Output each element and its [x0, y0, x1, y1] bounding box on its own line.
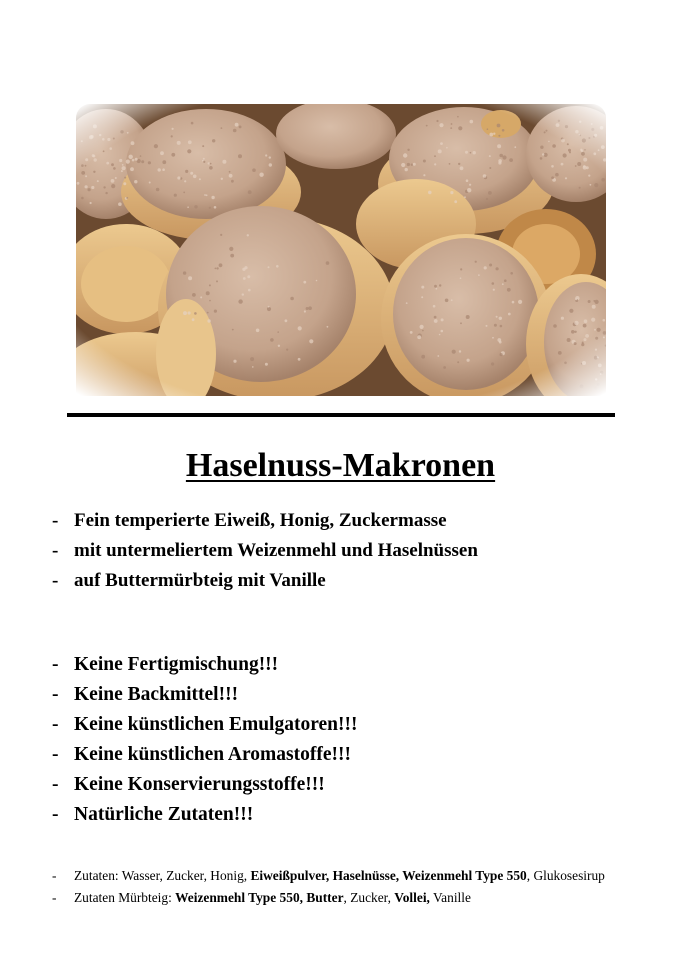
claim-text: Keine künstlichen Emulgatoren!!! — [74, 714, 358, 735]
description-list — [52, 506, 478, 596]
claims-list — [52, 650, 357, 830]
ingredients-suffix: , Glukosesirup — [526, 868, 605, 883]
claim-text: Natürliche Zutaten!!! — [74, 804, 254, 825]
dash-bullet: - — [52, 654, 59, 675]
description-text: auf Buttermürbteig mit Vanille — [74, 570, 326, 591]
claim-item — [52, 770, 357, 800]
claim-text: Keine Backmittel!!! — [74, 684, 239, 705]
claim-item — [52, 650, 357, 680]
dash-bullet: - — [52, 744, 59, 765]
ingredients-bold: Weizenmehl Type 550, Butter — [175, 890, 344, 905]
dash-bullet: - — [52, 804, 59, 825]
ingredients-prefix: Zutaten Mürbteig: — [74, 890, 176, 905]
description-item — [52, 536, 478, 566]
claim-item — [52, 710, 357, 740]
horizontal-divider — [67, 413, 615, 417]
page-title: Haselnuss-Makronen — [185, 447, 496, 484]
claim-item — [52, 680, 357, 710]
description-item — [52, 566, 478, 596]
claim-text: Keine Fertigmischung!!! — [74, 654, 279, 675]
claim-text: Keine Konservierungsstoffe!!! — [74, 774, 325, 795]
dash-bullet: - — [52, 684, 59, 705]
claim-text: Keine künstlichen Aromastoffe!!! — [74, 744, 351, 765]
claim-item — [52, 740, 357, 770]
description-item — [52, 506, 478, 536]
ingredients-filling — [52, 866, 632, 886]
dash-bullet: - — [52, 540, 59, 561]
ingredients-shortcrust — [52, 888, 632, 908]
ingredients-mid: , Zucker, — [343, 890, 395, 905]
description-text: Fein temperierte Eiweiß, Honig, Zuckermasse — [74, 510, 447, 531]
ingredients-prefix: Zutaten: Wasser, Zucker, Honig, — [74, 868, 251, 883]
dash-bullet: - — [52, 890, 57, 905]
ingredients-bold: Eiweißpulver, Haselnüsse, Weizenmehl Type 550 — [250, 868, 527, 883]
claim-item — [52, 800, 357, 830]
dash-bullet: - — [52, 570, 59, 591]
macaroons-photo — [76, 104, 606, 396]
dash-bullet: - — [52, 868, 57, 883]
dash-bullet: - — [52, 510, 59, 531]
ingredients-bold: Vollei, — [394, 890, 430, 905]
description-text: mit untermeliertem Weizenmehl und Haselnüssen — [74, 540, 478, 561]
ingredients-list — [52, 866, 632, 910]
dash-bullet: - — [52, 774, 59, 795]
ingredients-suffix: Vanille — [429, 890, 471, 905]
dash-bullet: - — [52, 714, 59, 735]
